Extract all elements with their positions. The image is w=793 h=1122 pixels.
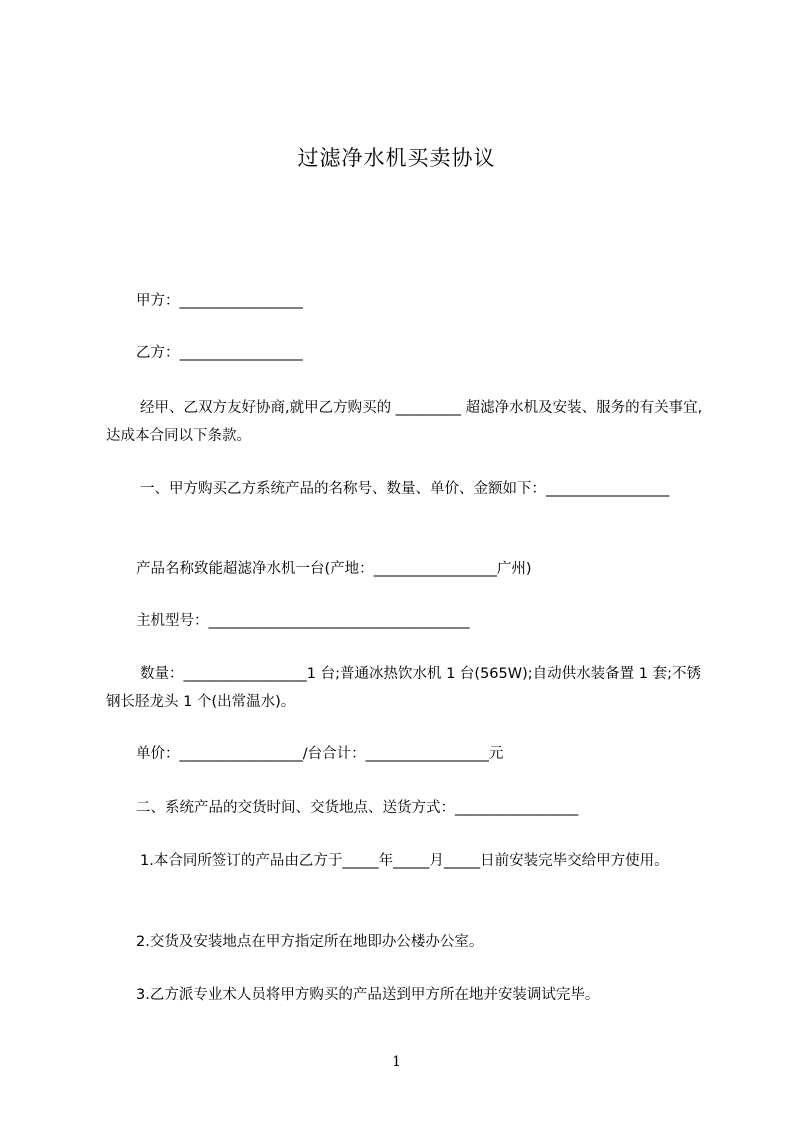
unit-price-line: 单价：_________________/台合计：_________________元 — [136, 746, 504, 762]
clause-2: 2.交货及安装地点在甲方指定所在地即办公楼办公室。 — [136, 934, 484, 950]
intro-paragraph: 经甲、乙双方友好协商,就甲乙方购买的 _________ 超滤净水机及安装、服务的有关事宜,达成本合同以下条款。 — [106, 400, 703, 444]
section-two-heading: 二、系统产品的交货时间、交货地点、送货方式：_________________ — [136, 800, 579, 816]
party-a-line: 甲方：_________________ — [136, 293, 303, 309]
quantity-paragraph: 数量：_________________1 台;普通冰热饮水机 1 台(565W);自动供水装备置 1 套;不锈钢长胫龙头 1 个(出常温水)。 — [106, 666, 701, 710]
model-line: 主机型号：____________________________________ — [136, 613, 470, 629]
clause-3: 3.乙方派专业术人员将甲方购买的产品送到甲方所在地并安装调试完毕。 — [136, 987, 600, 1003]
section-one-heading: 一、甲方购买乙方系统产品的名称号、数量、单价、金额如下：_________________ — [140, 481, 670, 497]
page-number: 1 — [392, 1054, 401, 1070]
party-b-line: 乙方：_________________ — [136, 345, 303, 361]
clause-1: 1.本合同所签订的产品由乙方于_____年_____月_____日前安装完毕交给甲方使用。 — [140, 853, 669, 869]
document-title: 过滤净水机买卖协议 — [297, 146, 496, 170]
product-name-line: 产品名称致能超滤净水机一台(产地：_________________广州) — [136, 561, 532, 577]
